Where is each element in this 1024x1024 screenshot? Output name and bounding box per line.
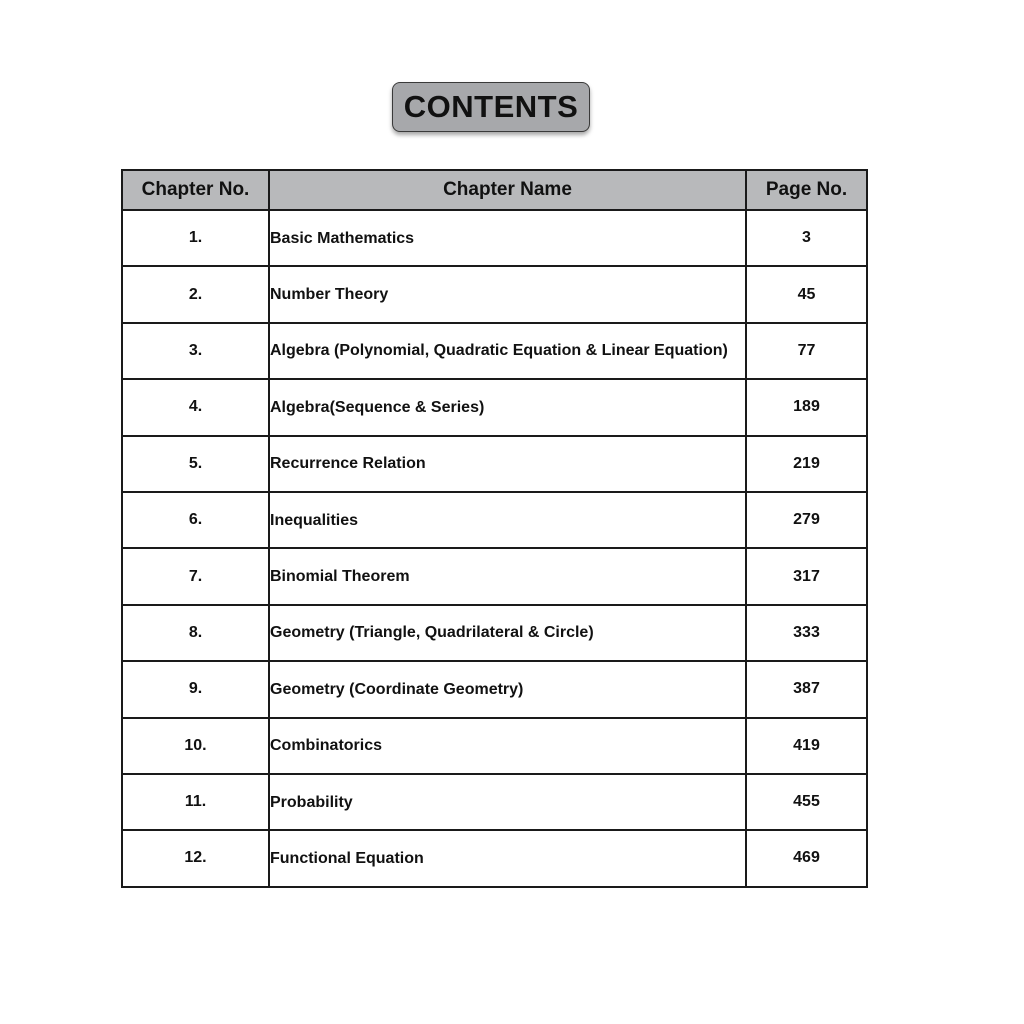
table-row (122, 718, 867, 774)
chapter-number: 6. (122, 492, 269, 548)
page-number: 3 (746, 210, 867, 266)
chapter-name: Inequalities (269, 492, 746, 548)
page-number: 45 (746, 266, 867, 322)
page-number: 469 (746, 830, 867, 886)
chapter-number: 5. (122, 436, 269, 492)
chapter-number: 11. (122, 774, 269, 830)
chapter-name: Number Theory (269, 266, 746, 322)
chapter-number: 2. (122, 266, 269, 322)
table-row (122, 830, 867, 886)
page-number: 219 (746, 436, 867, 492)
chapter-name: Probability (269, 774, 746, 830)
table-row (122, 323, 867, 379)
chapter-name: Algebra(Sequence & Series) (269, 379, 746, 435)
contents-table (121, 169, 868, 888)
page-number: 317 (746, 548, 867, 604)
chapter-name: Geometry (Coordinate Geometry) (269, 661, 746, 717)
page-number: 333 (746, 605, 867, 661)
table-row (122, 379, 867, 435)
chapter-name: Geometry (Triangle, Quadrilateral & Circle) (269, 605, 746, 661)
table-row (122, 548, 867, 604)
table-row (122, 774, 867, 830)
page-number: 77 (746, 323, 867, 379)
chapter-name: Basic Mathematics (269, 210, 746, 266)
table-row (122, 661, 867, 717)
header-chapter-name: Chapter Name (269, 170, 746, 210)
chapter-name: Algebra (Polynomial, Quadratic Equation & Linear Equation) (269, 323, 746, 379)
page-number: 455 (746, 774, 867, 830)
page-number: 189 (746, 379, 867, 435)
table-row (122, 605, 867, 661)
table-row (122, 492, 867, 548)
chapter-number: 3. (122, 323, 269, 379)
table-row (122, 436, 867, 492)
chapter-number: 4. (122, 379, 269, 435)
page-title: CONTENTS (403, 89, 579, 124)
chapter-number: 8. (122, 605, 269, 661)
table-row (122, 210, 867, 266)
header-chapter-no: Chapter No. (122, 170, 269, 210)
page-number: 387 (746, 661, 867, 717)
chapter-name: Recurrence Relation (269, 436, 746, 492)
table-header-row (122, 170, 867, 210)
contents-title-box (392, 82, 590, 132)
chapter-name: Combinatorics (269, 718, 746, 774)
chapter-number: 12. (122, 830, 269, 886)
page-number: 419 (746, 718, 867, 774)
chapter-number: 1. (122, 210, 269, 266)
chapter-number: 9. (122, 661, 269, 717)
page-number: 279 (746, 492, 867, 548)
chapter-name: Functional Equation (269, 830, 746, 886)
chapter-number: 7. (122, 548, 269, 604)
chapter-number: 10. (122, 718, 269, 774)
chapter-name: Binomial Theorem (269, 548, 746, 604)
table-row (122, 266, 867, 322)
header-page-no: Page No. (746, 170, 867, 210)
